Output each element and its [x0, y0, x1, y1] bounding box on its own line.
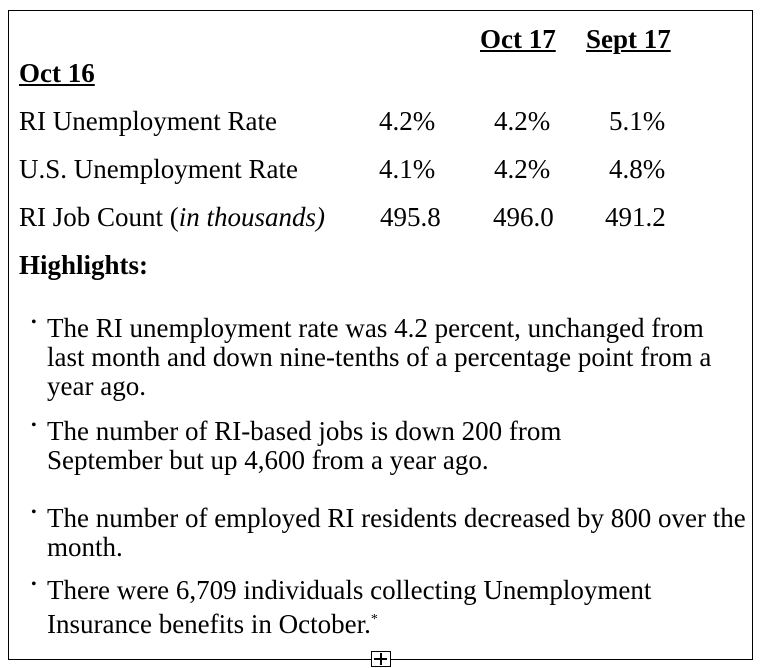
highlight-item-1: The RI unemployment rate was 4.2 percent, unchanged from last month and down nine-tenths of a percentage point from a year ago.: [47, 313, 712, 401]
highlights-title: Highlights:: [19, 250, 149, 280]
table-cell: 496.0: [493, 202, 554, 232]
table-cell: 5.1%: [609, 106, 666, 136]
table-cell: 4.8%: [609, 154, 666, 184]
table-cell: 491.2: [605, 202, 666, 232]
column-header-oct-17: Oct 17: [480, 24, 556, 54]
bullet-icon: •: [31, 417, 37, 434]
row-label-ri-unemployment: RI Unemployment Rate: [19, 106, 277, 136]
bullet-icon: •: [31, 314, 37, 331]
table-cell: 4.2%: [494, 154, 551, 184]
highlight-item-2: The number of RI-based jobs is down 200 from September but up 4,600 from a year ago.: [47, 416, 562, 475]
footnote-marker: *: [370, 612, 378, 627]
bullet-icon: •: [31, 504, 37, 521]
move-handle-icon[interactable]: [371, 651, 391, 667]
table-cell: 4.2%: [494, 106, 551, 136]
table-cell: 495.8: [380, 202, 441, 232]
table-cell: 4.2%: [379, 106, 436, 136]
highlight-item-4: [47, 576, 747, 639]
column-header-sept-17: Sept 17: [586, 24, 671, 54]
highlight-item-4-text: There were 6,709 individuals collecting Unemployment Insurance benefits in October.: [47, 575, 652, 639]
bullet-icon: •: [31, 576, 37, 593]
row-label-ri-job-count: RI Job Count (in thousands): [19, 202, 326, 232]
row-label-us-unemployment: U.S. Unemployment Rate: [19, 154, 298, 184]
row-label-italic: in thousands): [178, 202, 326, 232]
highlight-item-3: The number of employed RI residents decreased by 800 over the month.: [47, 503, 746, 562]
table-cell: 4.1%: [379, 154, 436, 184]
column-header-oct-16: Oct 16: [19, 58, 95, 88]
